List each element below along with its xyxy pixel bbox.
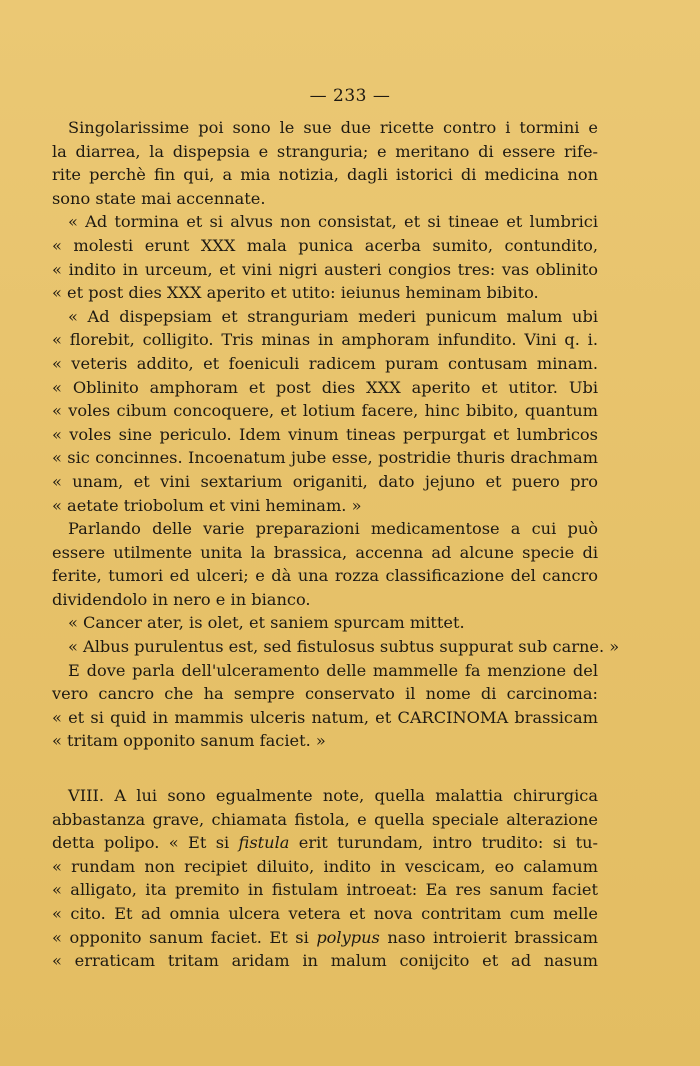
text-line: « sic concinnes. Incoenatum jube esse, postridie thuris drachmam bbox=[52, 448, 598, 468]
paragraph bbox=[52, 635, 620, 659]
page-number: — 233 — bbox=[309, 86, 391, 106]
text-line: Parlando delle varie preparazioni medicamentose a cui può bbox=[68, 519, 598, 539]
text-line: « alligato, ita premito in fistulam introeat: Ea res sanum faciet bbox=[52, 880, 598, 900]
text-line: Singolarissime poi sono le sue due ricette contro i tormini e bbox=[68, 118, 598, 137]
text-line: « rundam non recipiet diluito, indito in vescicam, eo calamum bbox=[52, 856, 598, 876]
text-line: « florebit, colligito. Tris minas in amphoram infundito. Vini q. i. bbox=[52, 330, 598, 350]
text-line: « molesti erunt XXX mala punica acerba sumito, contundito, bbox=[52, 235, 598, 255]
body-text bbox=[52, 116, 620, 973]
text-line: detta polipo. « Et si fistula erit turundam, intro trudito: si tu- bbox=[52, 833, 598, 853]
text-line: la diarrea, la dispepsia e stranguria; e meritano di essere rife- bbox=[52, 141, 598, 161]
italic-term: polypus bbox=[316, 927, 380, 947]
paragraph bbox=[52, 210, 598, 304]
text-line: « cito. Et ad omnia ulcera vetera et nova contritam cum melle bbox=[52, 904, 598, 923]
paragraph bbox=[52, 116, 598, 210]
text-line: « veteris addito, et foeniculi radicem puram contusam minam. bbox=[52, 353, 598, 373]
text-line: « indito in urceum, et vini nigri austeri congios tres: vas oblinito bbox=[52, 259, 598, 279]
text-line: VIII. A lui sono egualmente note, quella malattia chirurgica bbox=[68, 786, 598, 806]
italic-term: fistula bbox=[238, 833, 290, 853]
paragraph bbox=[52, 611, 598, 635]
paragraph bbox=[52, 305, 598, 517]
text-line: « Cancer ater, is olet, et saniem spurcam mittet. bbox=[68, 613, 465, 633]
text-line: abbastanza grave, chiamata fistola, e quella speciale alterazione bbox=[52, 809, 598, 829]
text-line: « tritam opponito sanum faciet. » bbox=[52, 731, 326, 751]
paragraph bbox=[52, 784, 598, 973]
text-line: « Oblinito amphoram et post dies XXX aperito et utitor. Ubi bbox=[52, 377, 598, 397]
text-line: « erraticam tritam aridam in malum conijcito et ad nasum bbox=[52, 951, 598, 971]
paragraph bbox=[52, 517, 598, 611]
text-line: « aetate triobolum et vini heminam. » bbox=[52, 495, 362, 515]
text-line: « opponito sanum faciet. Et si polypus naso introierit brassicam bbox=[52, 927, 598, 947]
text-line: « et si quid in mammis ulceris natum, et CARCINOMA brassicam bbox=[52, 707, 598, 727]
text-line: « unam, et vini sextarium origaniti, dato jejuno et puero pro bbox=[52, 471, 598, 491]
text-line: « Albus purulentus est, sed fistulosus subtus suppurat sub carne. » bbox=[68, 637, 620, 657]
text-line: vero cancro che ha sempre conservato il nome di carcinoma: bbox=[52, 684, 598, 704]
text-line: « Ad tormina et si alvus non consistat, et si tineae et lumbrici bbox=[68, 212, 598, 232]
text-line: « voles sine periculo. Idem vinum tineas perpurgat et lumbricos bbox=[52, 424, 598, 444]
text-line: sono state mai accennate. bbox=[52, 188, 266, 208]
text-line: ferite, tumori ed ulceri; e dà una rozza classificazione del cancro bbox=[52, 566, 598, 586]
text-line: essere utilmente unita la brassica, accenna ad alcune specie di bbox=[52, 542, 598, 562]
text-line: « et post dies XXX aperito et utito: ieiunus heminam bibito. bbox=[52, 283, 539, 303]
text-line: « Ad dispepsiam et stranguriam mederi punicum malum ubi bbox=[68, 306, 598, 326]
section-gap bbox=[52, 753, 598, 784]
text-line: rite perchè fin qui, a mia notizia, dagli istorici di medicina non bbox=[52, 165, 598, 185]
text-line: « voles cibum concoquere, et lotium facere, hinc bibito, quantum bbox=[52, 401, 598, 421]
text-line: dividendolo in nero e in bianco. bbox=[52, 589, 311, 609]
paragraph bbox=[52, 659, 598, 753]
text-line: E dove parla dell'ulceramento delle mammelle fa menzione del bbox=[68, 660, 598, 680]
